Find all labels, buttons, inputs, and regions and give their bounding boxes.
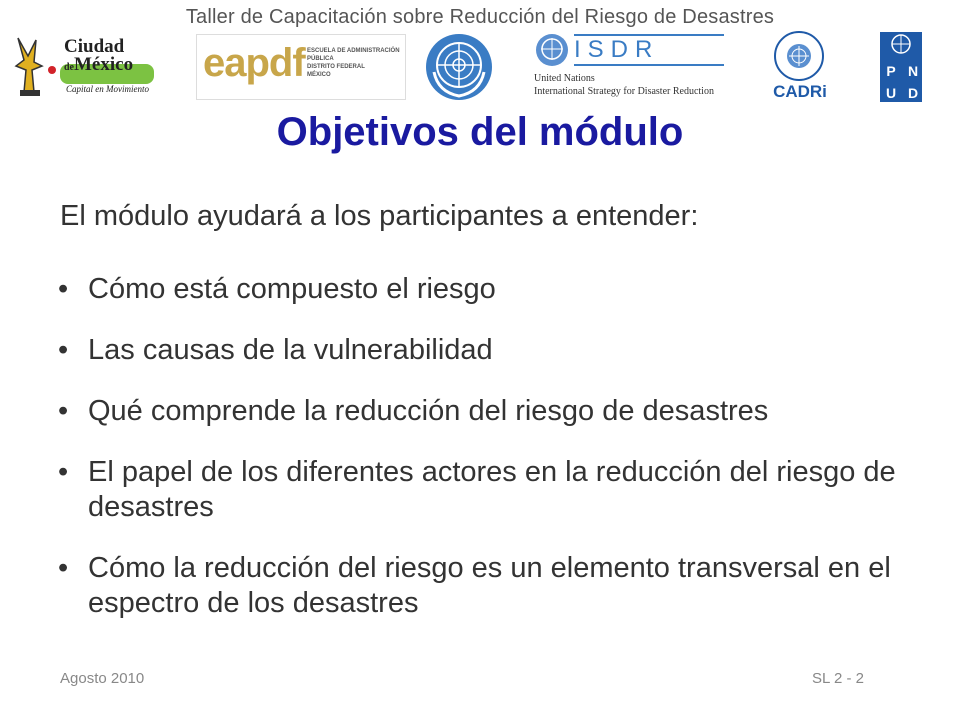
footer-date: Agosto 2010 bbox=[60, 670, 145, 687]
eapdf-logo bbox=[196, 34, 406, 100]
isdr-line2: International Strategy for Disaster Reduction bbox=[534, 86, 714, 97]
objectives-list bbox=[56, 272, 916, 647]
bullet-icon: • bbox=[58, 395, 69, 427]
list-item-text: Las causas de la vulnerabilidad bbox=[88, 334, 493, 366]
bullet-icon: • bbox=[58, 456, 69, 488]
eapdf-wordmark: eapdf bbox=[203, 41, 305, 85]
list-item bbox=[56, 551, 916, 621]
cadri-logo bbox=[760, 30, 838, 106]
list-item bbox=[56, 394, 916, 429]
slide-title: Objetivos del módulo bbox=[276, 110, 684, 154]
pnud-letter-d: D bbox=[907, 85, 919, 101]
bullet-icon: • bbox=[58, 552, 69, 584]
isdr-wordmark: ISDR bbox=[574, 34, 724, 66]
header-title: Taller de Capacitación sobre Reducción del Riesgo de Desastres bbox=[185, 6, 775, 28]
slide-number: SL 2 - 2 bbox=[812, 670, 864, 687]
logo-bar bbox=[0, 30, 960, 106]
un-globe-icon bbox=[424, 32, 494, 102]
list-item-text: Cómo está compuesto el riesgo bbox=[88, 273, 496, 305]
isdr-logo bbox=[530, 32, 730, 104]
list-item-text: Qué comprende la reducción del riesgo de desastres bbox=[88, 395, 769, 427]
intro-text: El módulo ayudará a los participantes a entender: bbox=[60, 200, 699, 232]
isdr-line1: United Nations bbox=[534, 73, 595, 84]
list-item bbox=[56, 333, 916, 368]
ciudad-line2: México bbox=[74, 54, 134, 75]
eapdf-line2: DISTRITO FEDERAL bbox=[307, 64, 365, 70]
ciudad-tagline: Capital en Movimiento bbox=[66, 84, 149, 94]
eapdf-line3: MÉXICO bbox=[307, 72, 331, 78]
list-item bbox=[56, 455, 916, 525]
pnud-globe-icon bbox=[880, 32, 922, 56]
pnud-letter-p: P bbox=[886, 63, 896, 79]
pnud-logo bbox=[880, 32, 922, 102]
un-emblem-logo bbox=[424, 32, 494, 102]
un-small-globe-icon bbox=[534, 32, 570, 68]
pnud-letter-u: U bbox=[885, 85, 897, 101]
bullet-icon: • bbox=[58, 273, 69, 305]
eapdf-line1: ESCUELA DE ADMINISTRACIÓN PÚBLICA bbox=[307, 48, 400, 62]
ciudad-de: de bbox=[64, 62, 74, 73]
bullet-icon: • bbox=[58, 334, 69, 366]
list-item-text: El papel de los diferentes actores en la reducción del riesgo de desastres bbox=[88, 456, 896, 523]
cadri-wordmark: CADRi bbox=[773, 82, 827, 101]
list-item bbox=[56, 272, 916, 307]
ciudad-de-mexico-logo bbox=[8, 32, 158, 102]
pnud-letter-n: N bbox=[907, 63, 919, 79]
list-item-text: Cómo la reducción del riesgo es un elemento transversal en el espectro de los desastres bbox=[88, 552, 891, 619]
cadri-seal-icon bbox=[760, 30, 838, 82]
ciudad-line1: Ciudad bbox=[64, 36, 125, 57]
